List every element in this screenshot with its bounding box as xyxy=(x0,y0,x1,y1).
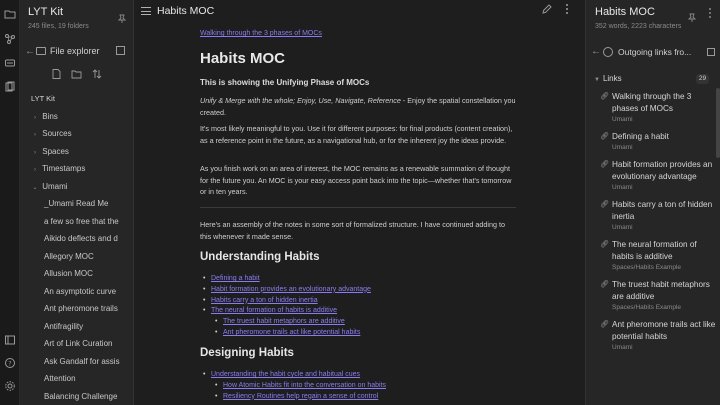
settings-icon[interactable] xyxy=(3,380,17,394)
editor-pane xyxy=(134,0,585,405)
sort-icon[interactable] xyxy=(91,69,103,81)
scrollbar[interactable] xyxy=(716,88,720,158)
chevron-right-icon: › xyxy=(34,114,36,121)
list-item-link[interactable]: • Defining a habit xyxy=(200,274,518,285)
outgoing-link[interactable]: 🔗︎ Habits carry a ton of hidden inertia Umami xyxy=(600,200,713,231)
outgoing-link[interactable]: 🔗︎ Ant pheromone trails act like potential habits Umami xyxy=(600,320,716,351)
paragraph: Here's an assembly of the notes in some sort of formalized structure. I have continued adding to this whenever it made sense. xyxy=(200,220,506,241)
paragraph: It's most likely meaningful to you. Use it for different purposes: for final products (content creation), as a reference point in the future, as a navigational hub, or for the inherent joy the ideas provide. xyxy=(200,124,513,145)
tree-file[interactable]: Allusion MOC xyxy=(44,269,93,278)
panel-note-title: Habits MOC xyxy=(595,6,655,18)
tree-file[interactable]: Allegory MOC xyxy=(44,251,94,261)
svg-text:?: ? xyxy=(8,359,12,368)
new-note-icon[interactable] xyxy=(50,69,62,81)
section-heading: Designing Habits xyxy=(200,347,294,359)
outgoing-links-label: Outgoing links fro... xyxy=(618,47,692,57)
tree-file[interactable]: Aikido deflects and d xyxy=(44,234,118,243)
tree-folder[interactable]: › Spaces xyxy=(20,143,126,161)
outgoing-link[interactable]: 🔗︎ Walking through the 3 phases of MOCs Umami xyxy=(600,92,692,123)
chevron-right-icon: › xyxy=(34,149,36,156)
links-section-toggle[interactable]: ▼ Links xyxy=(594,74,622,83)
chevron-right-icon: › xyxy=(34,132,36,138)
link-list xyxy=(200,370,518,402)
list-item-link[interactable]: • Understanding the habit cycle and habitual cues xyxy=(200,370,518,381)
page-title: Habits MOC xyxy=(200,50,286,67)
vault-title[interactable]: LYT Kit xyxy=(28,6,64,18)
note-title[interactable]: Habits MOC xyxy=(157,5,215,17)
tree-folder[interactable]: › Bins xyxy=(20,108,126,126)
more-options-icon[interactable] xyxy=(708,7,712,19)
section-heading: Understanding Habits xyxy=(200,251,320,263)
link-icon: 🔗︎ xyxy=(600,93,609,100)
new-folder-icon[interactable] xyxy=(70,69,82,81)
outgoing-link[interactable]: 🔗︎ The neural formation of habits is additive Spaces/Habits Example xyxy=(600,240,697,271)
back-arrow-icon[interactable]: ← xyxy=(25,46,35,57)
edit-pencil-icon[interactable] xyxy=(541,4,552,18)
outgoing-link[interactable]: 🔗︎ Habit formation provides an evolutionary advantage Umami xyxy=(600,160,713,191)
list-item-link[interactable]: • Habit formation provides an evolutionary advantage xyxy=(200,285,518,296)
more-options-icon[interactable] xyxy=(565,3,569,15)
expand-icon[interactable] xyxy=(116,46,125,55)
outgoing-links-icon xyxy=(603,47,613,57)
list-item-link[interactable]: • The neural formation of habits is additive xyxy=(200,306,518,317)
help-icon[interactable] xyxy=(3,357,17,371)
folder-icon[interactable] xyxy=(3,8,17,22)
tree-file[interactable]: _Umami Read Me xyxy=(44,199,109,208)
list-item-link[interactable]: • How Atomic Habits fit into the conversation on habits xyxy=(200,381,518,392)
list-item-link[interactable]: • Habits carry a ton of hidden inertia xyxy=(200,296,518,307)
tree-file[interactable]: Art of Link Curation xyxy=(44,339,113,348)
link-icon: 🔗︎ xyxy=(600,201,609,208)
tree-folder[interactable]: ⌄ Umami xyxy=(20,178,126,196)
tree-file[interactable]: Ask Gandalf for assis xyxy=(44,356,120,366)
list-item-link[interactable]: • The truest habit metaphors are additive xyxy=(200,317,518,328)
chevron-down-icon: ▼ xyxy=(594,77,600,83)
file-explorer-toolbar xyxy=(20,69,134,81)
page-subheading: This is showing the Unifying Phase of MOCs xyxy=(200,78,370,87)
vault-stats: 245 files, 19 folders xyxy=(28,23,89,30)
outgoing-links-header xyxy=(586,46,720,60)
tree-file[interactable]: Antifragility xyxy=(44,321,84,331)
top-link[interactable]: Walking through the 3 phases of MOCs xyxy=(200,30,322,37)
intro-paragraph: Unify & Merge with the whole; Enjoy, Use, Navigate, Reference - Enjoy the spatial constellation you created. xyxy=(200,96,516,117)
sidebar-toggle-icon[interactable] xyxy=(141,7,151,18)
tree-folder[interactable]: › Timestamps xyxy=(20,160,126,178)
editor-header xyxy=(134,0,585,22)
left-sidebar xyxy=(20,0,134,405)
link-icon: 🔗︎ xyxy=(600,161,609,168)
graph-icon[interactable] xyxy=(3,33,17,47)
links-count-badge: 29 xyxy=(696,74,709,84)
folder-icon xyxy=(36,47,46,55)
files-icon[interactable] xyxy=(3,81,17,95)
link-icon: 🔗︎ xyxy=(600,281,609,288)
back-arrow-icon[interactable]: ← xyxy=(591,46,601,57)
file-explorer-header xyxy=(20,44,134,60)
word-count: 352 words, 2223 characters xyxy=(595,23,682,30)
ribbon xyxy=(0,0,20,405)
paragraph: As you finish work on an area of interest, the MOC remains as a renewable summation of thought for the future you. An MOC is your easy access point back into the topic—whether that's tomorrow or in ten years. xyxy=(200,164,512,197)
link-icon: 🔗︎ xyxy=(600,321,609,328)
vault-icon[interactable] xyxy=(3,334,17,348)
link-icon: 🔗︎ xyxy=(600,133,609,140)
pin-icon[interactable] xyxy=(117,14,127,24)
file-explorer-label: File explorer xyxy=(50,46,100,56)
pin-icon[interactable] xyxy=(687,13,697,25)
expand-icon[interactable] xyxy=(707,48,715,56)
tree-file[interactable]: Attention xyxy=(44,374,76,383)
chevron-down-icon: ⌄ xyxy=(32,184,38,191)
list-item-link[interactable]: • Ant pheromone trails act like potential habits xyxy=(200,328,518,339)
tree-file[interactable]: Balancing Challenge xyxy=(44,391,118,401)
file-tree xyxy=(20,90,126,405)
tree-file[interactable]: An asymptotic curve xyxy=(44,286,117,296)
link-icon: 🔗︎ xyxy=(600,241,609,248)
tree-file[interactable]: a few so free that the xyxy=(44,216,119,226)
tree-folder[interactable]: › Sources xyxy=(20,125,126,143)
tree-root[interactable]: LYT Kit xyxy=(31,94,55,103)
tree-file[interactable]: Ant pheromone trails xyxy=(44,304,118,313)
divider xyxy=(200,207,516,208)
outgoing-link[interactable]: 🔗︎ The truest habit metaphors are additive Spaces/Habits Example xyxy=(600,280,710,311)
command-icon[interactable] xyxy=(3,57,17,71)
outgoing-links-list xyxy=(600,91,718,359)
right-sidebar xyxy=(585,0,720,405)
link-list xyxy=(200,274,518,339)
outgoing-link[interactable]: 🔗︎ Defining a habit Umami xyxy=(600,132,669,151)
list-item-link[interactable]: • Resiliency Routines help regain a sense of control xyxy=(200,392,518,403)
chevron-right-icon: › xyxy=(34,167,36,173)
